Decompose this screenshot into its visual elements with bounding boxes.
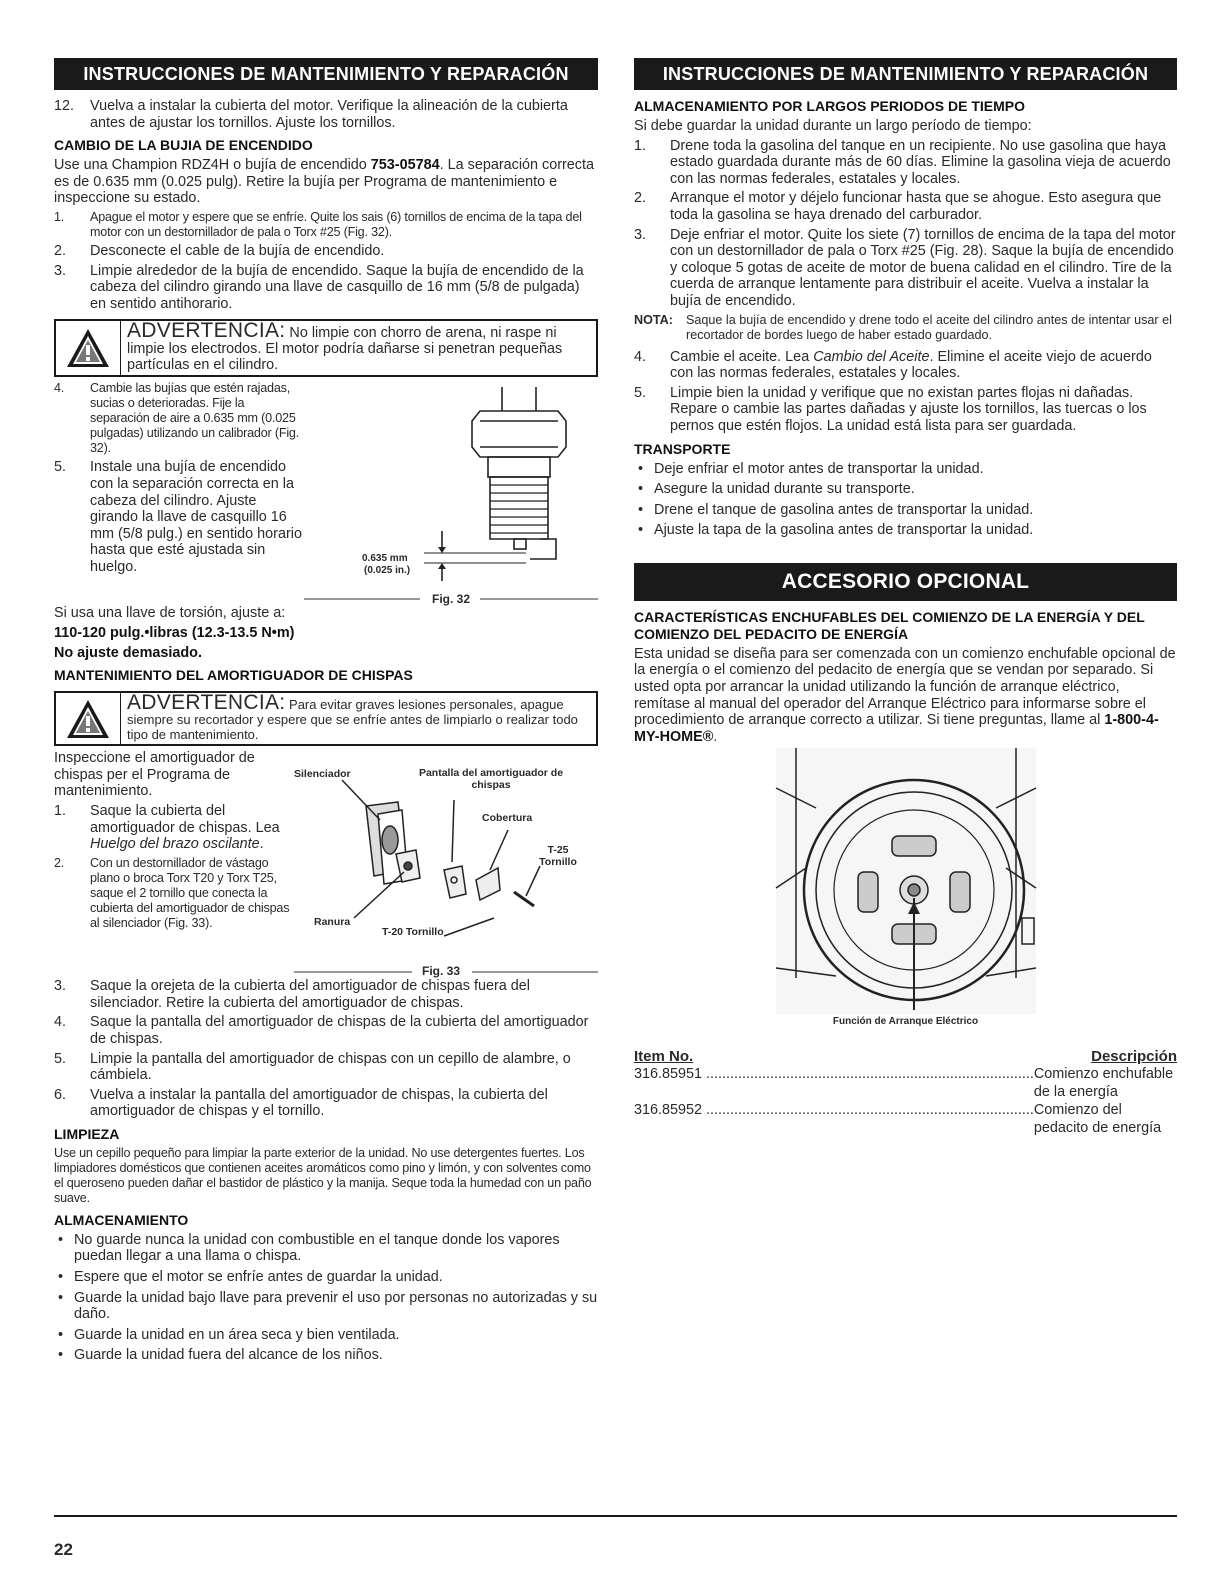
list-item: 4. Cambie el aceite. Lea Cambio del Aceite. Elimine el aceite viejo de acuerdo con las normas federales, estatales y locales. bbox=[634, 348, 1152, 382]
list-item: • Drene el tanque de gasolina antes de transportar la unidad. bbox=[634, 502, 1177, 519]
list-item: 5. Limpie bien la unidad y verifique que no existan partes flojas ni dañadas. Repare o cambie las partes dañadas y ajuste los tornillos, las tuercas o los pernos que estén flojos. La unidad está lista para ser guardada. bbox=[634, 384, 1147, 434]
warning-box-electrodes: ADVERTENCIA: No limpie con chorro de arena, ni raspe ni limpie los electrodos. El motor podría dañarse si penetran pequeñas partículas en el cilindro. bbox=[54, 319, 598, 377]
list-item: 1. Drene toda la gasolina del tanque en un recipiente. No use gasolina que haya estado guardada durante más de 60 días. Elimine la gasolina vieja de acuerdo con las normas federales, estatales y locales. bbox=[634, 137, 1171, 187]
section-heading-amortiguador: MANTENIMIENTO DEL AMORTIGUADOR DE CHISPAS bbox=[54, 667, 413, 684]
list-item: • No guarde nunca la unidad con combustible en el tanque donde los vapores puedan llegar a una llama o chispa. bbox=[54, 1232, 598, 1265]
list-item: • Ajuste la tapa de la gasolina antes de transportar la unidad. bbox=[634, 522, 1177, 539]
list-item: 2. Desconecte el cable de la bujía de encendido. bbox=[54, 242, 385, 259]
section-heading-caracteristicas: CARACTERÍSTICAS ENCHUFABLES DEL COMIENZO DE LA ENERGÍA Y DEL COMIENZO DEL PEDACITO DE ENERGÍA bbox=[634, 608, 1145, 642]
table-row: 316.85952 .................................................................................. Comienzo del pedacito de energía bbox=[634, 1102, 1162, 1137]
list-item: • Deje enfriar el motor antes de transportar la unidad. bbox=[634, 461, 1177, 478]
photo-caption: Función de Arranque Eléctrico bbox=[832, 1016, 979, 1028]
list-item: 1. Apague el motor y espere que se enfríe. Quite los sais (6) tornillos de encima de la tapa del motor con un destornillador de pala o Torx #25 (Fig. 32). bbox=[54, 209, 582, 239]
section-banner: INSTRUCCIONES DE MANTENIMIENTO Y REPARACIÓN bbox=[54, 58, 598, 90]
list-item: • Guarde la unidad en un área seca y bien ventilada. bbox=[54, 1327, 598, 1344]
item-12-list bbox=[54, 98, 598, 131]
transporte-list bbox=[634, 461, 1177, 539]
fig32-spark-plug-diagram: 0.635 mm (0.025 in.) Fig. 32 bbox=[304, 381, 598, 603]
list-item: 6. Vuelva a instalar la pantalla del amortiguador de chispas, la cubierta del amortiguador de chispas y el tornillo. bbox=[54, 1086, 548, 1120]
warning-triangle-icon bbox=[56, 693, 121, 744]
list-item: 4. Saque la pantalla del amortiguador de chispas de la cubierta del amortiguador de chispas. bbox=[54, 1014, 589, 1047]
torque-warning: No ajuste demasiado. bbox=[54, 644, 202, 661]
almacenamiento-list bbox=[54, 1232, 598, 1364]
accessory-table-header: Item No. Descripción bbox=[634, 1048, 1177, 1066]
bujia-intro: Use una Champion RDZ4H o bujía de encendido 753-05784. La separación correcta es de 0.635 mm (0.025 pulg). Retire la bujía per Programa de mantenimiento e inspeccione su estado. bbox=[54, 157, 595, 207]
amortiguador-steps bbox=[54, 978, 598, 1120]
right-column: INSTRUCCIONES DE MANTENIMIENTO Y REPARACIÓN ALMACENAMIENTO POR LARGOS PERIODOS DE TIEMPO Si debe guardar la unidad durante un largo período de tiempo: 1. Drene toda la gasolina del tanque en un recipiente. No use gasolina que haya estado guardada durante más de 60 días. Elimine la gasolina vieja de acuerdo con las normas federales, estatales y locales. 2. Arranque el motor y déjelo funcionar hasta que se ahogue. Esto asegura que toda la gasolina se haya drenado del carburador. 3. Deje enfriar el motor. Quite los siete (7) tornillos de encima de la tapa del motor con un destornillador de pala o Torx #25 (Fig. 28). Saque la bujía de encendido y coloque 5 gotas de aceite de motor de buena calidad en el cilindro. Tire de la cuerda de arranque lentamente para distribuir el aceite. Vuelva a instalar la bujía de encendido. NOTA: Saque la bujía de encendido y drene todo el aceite del cilindro antes de intentar usar el recortador de bordes luego de haber estado guardado. 4. Cambie el aceite. Lea Cambio del Aceite. Elimine el aceite viejo de acuerdo con las normas federales, estatales y locales. 5. Limpie bien la unidad y verifique que no existan partes flojas ni dañadas. Repare o cambie las partes dañadas y ajuste los tornillos, las tuercas o los pernos que estén flojos. La unidad está lista para ser guardada. TRANSPORTE • Deje enfriar el motor antes de transportar la unidad. • Asegure la unidad durante su transporte. • Drene el tanque de gasolina antes de transportar la unidad. • Ajuste la tapa de la gasolina antes de transportar la unidad. ACCESORIO OPCIONAL CARACTERÍSTICAS ENCHUFABLES DEL COMIENZO DE LA ENERGÍA Y DEL COMIENZO DEL PEDACITO DE ENERGÍA Esta unidad se diseña para ser comenzada con un comienzo enchufable opcional de la energía o el comienzo del pedacito de energía que se vendan por separado. Si usted opta por arrancar la unidad utilizando la función de arranque eléctrico, remítase al manual del operador del Arranque Eléctrico para informarse sobre el procedimiento de arranque correcto a utilizar. Si tiene preguntas, llame al 1-800-4-MY-HOME®. Función de Arranque Eléctrico Item No. Descripción 316.85951 .................................................................................. Comienzo enchufable de la energía 316.85952 .................................................................................. Comienzo del pedacito de energía bbox=[634, 58, 1177, 1137]
accesorio-banner: ACCESORIO OPCIONAL bbox=[634, 563, 1177, 601]
limpieza-text: Use un cepillo pequeño para limpiar la parte exterior de la unidad. No use detergentes fuertes. Los limpiadores domésticos que contienen aceites aromáticos como pino y limón, y con solventes como el queroseno pueden dañar el bastidor de plástico y la manija. Seque toda la humedad con un paño suave. bbox=[54, 1145, 592, 1205]
caracteristicas-text: Esta unidad se diseña para ser comenzada con un comienzo enchufable opcional de la energía o el comienzo del pedacito de energía que se vendan por separado. Si usted opta por arrancar la unidad utilizando la función de arranque eléctrico, remítase al manual del operador del Arranque Eléctrico para informarse sobre el procedimiento de arranque correcto a utilizar. Si tiene preguntas, llame al 1-800-4-MY-HOME®. bbox=[634, 645, 1176, 745]
list-item: 12. Vuelva a instalar la cubierta del motor. Verifique la alineación de la cubierta antes de ajustar los tornillos. Ajuste los tornillos. bbox=[54, 98, 568, 131]
left-column bbox=[54, 58, 598, 1368]
list-item: • Guarde la unidad bajo llave para prevenir el uso por personas no autorizadas y su daño. bbox=[54, 1290, 598, 1323]
warning-box-maintenance: ADVERTENCIA: Para evitar graves lesiones personales, apague siempre su recortador y espere que se enfríe antes de limpiarlo o realizar todo tipo de mantenimiento. bbox=[54, 691, 598, 746]
list-item: • Guarde la unidad fuera del alcance de los niños. bbox=[54, 1347, 598, 1364]
list-item: 4. Cambie las bujías que estén rajadas, sucias o deterioradas. Fije la separación de aire a 0.635 mm (0.025 pulgadas) utilizando un calibrador (Fig. 32). bbox=[54, 381, 300, 456]
electric-start-photo bbox=[776, 748, 1036, 1030]
fig33-caption: Fig. 33 bbox=[422, 964, 461, 979]
list-item: 2. Con un destornillador de vástago plano o broca Torx T20 y Torx T25, saque el 2 tornillo que conecta la cubierta del amortiguador de chispas al silenciador (Fig. 33). bbox=[54, 855, 290, 930]
largo-steps bbox=[634, 138, 1177, 310]
list-item: 1. Saque la cubierta del amortiguador de chispas. Lea Huelgo del brazo oscilante. bbox=[54, 802, 280, 853]
list-item: 3. Saque la orejeta de la cubierta del amortiguador de chispas fuera del silenciador. Retire la cubierta del amortiguador de chispas. bbox=[54, 978, 530, 1011]
section-banner: INSTRUCCIONES DE MANTENIMIENTO Y REPARACIÓN bbox=[634, 58, 1177, 90]
torque-value: 110-120 pulg.•libras (12.3-13.5 N•m) bbox=[54, 624, 295, 641]
section-heading-almacenamiento: ALMACENAMIENTO bbox=[54, 1211, 189, 1228]
page-number: 22 bbox=[54, 1540, 73, 1559]
bujia-steps bbox=[54, 210, 598, 312]
section-heading-largo: ALMACENAMIENTO POR LARGOS PERIODOS DE TIEMPO bbox=[634, 98, 1025, 114]
section-heading-limpieza: LIMPIEZA bbox=[54, 1125, 120, 1142]
list-item: 3. Limpie alrededor de la bujía de encendido. Saque la bujía de encendido de la cabeza del cilindro girando una llave de casquillo de 16 mm (5/8 de pulgada) en sentido antihorario. bbox=[54, 262, 584, 312]
list-item: 5. Limpie la pantalla del amortiguador de chispas con un cepillo de alambre, o cámbiela. bbox=[54, 1050, 571, 1084]
warning-triangle-icon bbox=[56, 321, 121, 375]
nota-block: NOTA: Saque la bujía de encendido y drene todo el aceite del cilindro antes de intentar usar el recortador de bordes luego de haber estado guardado. bbox=[634, 312, 1172, 342]
fig32-caption: Fig. 32 bbox=[432, 592, 471, 607]
list-item: 5. Instale una bujía de encendido con la separación correcta en la cabeza del cilindro. Ajuste girando la llave de casquillo 16 mm (5/8 pulg.) en sentido horario hasta que esté ajustada sin huelgo. bbox=[54, 459, 302, 575]
fig33-block: Inspeccione el amortiguador de chispas per el Programa de mantenimiento. 1. Saque la cubierta del amortiguador de chispas. Lea Huelgo del brazo oscilante. 2. Con un destornillador de vástago plano o broca Torx T20 y Torx T25, saque el 2 tornillo que conecta la cubierta del amortiguador de chispas al silenciador (Fig. 33). Silenciador Pantalla del amortiguador de chispas Cobertura T-25 Tornillo Ranura T-20 Tornillo Fig. 33 bbox=[54, 750, 598, 976]
list-item: • Espere que el motor se enfríe antes de guardar la unidad. bbox=[54, 1269, 598, 1286]
list-item: 3. Deje enfriar el motor. Quite los siete (7) tornillos de encima de la tapa del motor con un destornillador de pala o Torx #25 (Fig. 28). Saque la bujía de encendido y coloque 5 gotas de aceite de motor de buena calidad en el cilindro. Tire de la cuerda de arranque lentamente para distribuir el aceite. Vuelva a instalar la bujía de encendido. bbox=[634, 226, 1176, 309]
list-item: • Asegure la unidad durante su transporte. bbox=[634, 481, 1177, 498]
table-row: 316.85951 .................................................................................. Comienzo enchufable de la energía bbox=[634, 1066, 1174, 1101]
list-item: 2. Arranque el motor y déjelo funcionar hasta que se ahogue. Esto asegura que toda la gasolina se haya drenado del carburador. bbox=[634, 190, 1162, 223]
section-heading-transporte: TRANSPORTE bbox=[634, 440, 731, 457]
torque-intro: Si usa una llave de torsión, ajuste a: bbox=[54, 605, 286, 622]
section-heading-bujia: CAMBIO DE LA BUJIA DE ENCENDIDO bbox=[54, 137, 313, 154]
footer-rule bbox=[54, 1515, 1177, 1517]
fig33-spark-arrestor-diagram: Silenciador Pantalla del amortiguador de chispas Cobertura T-25 Tornillo Ranura T-20 Tornillo Fig. 33 bbox=[294, 767, 577, 979]
fig32-block bbox=[54, 381, 598, 607]
